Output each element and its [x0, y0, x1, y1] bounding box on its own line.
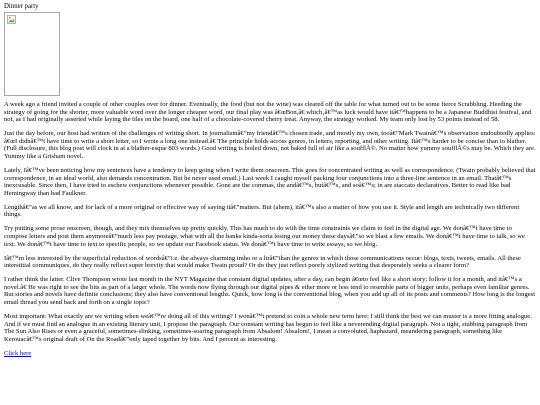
paragraph-1: A week ago a friend invited a couple of other couples over for dinner. Eventually, the food (but not the wine) was cleared off the table for what turned out to be some fierce Scrabbling. Heeding the strategy of going for the shorter, more valuable word over the longer cheaper word, our final play was â€œBon,â€ which‚â€™as luck would have itâ€™happens to be a Japanese Buddhist festival, and not, as I had originally asserted while laying the tiles on the board, one half of a chocolate-covered cherry treat. Anyway, the strategy worked. My team only lost by 53 points instead of 58. — [4, 100, 532, 124]
broken-image — [4, 12, 60, 96]
broken-image-icon — [7, 15, 16, 24]
paragraph-2: Just the day before, our host had written of the challenges of writing short. In journalismâ€”my friendâ€™s chosen trade, and mostly my own, tooâ€”Mark Twainâ€™s observation undoubtedly applies: â€œI didnâ€™t have time to write a short letter, so I wrote a long one instead.â€ The principle holds across genres, in letters, reporting, and other writing. Itâ€™s harder to be concise than to blather. (Full disclosure, this blog post will clock in at a blather-esque 803 words.) Good writing is boiled down, not baked full of air like a soufflÃ©. No matter how yummy soufflÃ©s may be. Which they are. Yummy like a Grisham novel. — [4, 130, 536, 161]
click-here-link[interactable]: Click here — [4, 349, 32, 357]
paragraph-8: Most important: What exactly are we writing when weâ€™re doing all of this writing? I wonâ€™t pretend to coin a whole new term here; I still think the best we can muster is a more fitting analogue. And if we must find an analogue in an existing literary unit, I propose the paragraph. Our constant writing has begun to feel like a neverending digital paragraph. Not a tight, stubbing paragraph from The Sun Also Rises or even a graceful, sometimes-slinking, sometimes-soaring paragraph from Absalom! Absalom!, I mean a convoluted, haphazard, meandering paragraph, something like Kerouacâ€™s original draft of On the Roadâ€”only taped together by bits. And I percent as interesting. — [4, 313, 532, 343]
page-title: Dinner party — [4, 3, 39, 10]
paragraph-5: Try putting some prose onscreen, though, and they mix themselves up pretty quickly. This has much to do with the time constraints we claim to feel in the digital age. We donâ€™t have time to compose letters and post them anymoreâ€”much less pay postage, what with all the banks kinda-sorta losing our money these daysâ€”so we blast a few emails. We donâ€™t have time to talk, so we text. We donâ€™t have time to text to specific people, so we update our Facebook status. We donâ€™t have time to write essays, so we blog. — [4, 225, 525, 248]
paragraph-6: Iâ€™m less interested by the superficial reduction of wordsâ€”i.e. the always charming imho or a ltrâ€”than the genres in which those communications occur: blogs, texts, tweets, emails. All these interstitial communiques, do they really reflect super brevity that would make Twain proud? Or do they just reflect poorly stylized writing that desperately seeks a clearer form? — [4, 254, 521, 270]
paragraph-4: Lengthâ€”as we all know, and for lack of a more original or effective way of saying itâ€”matters. But (ahem), itâ€™s also a matter of how you use it. Style and length are technically two different things. — [4, 203, 520, 219]
paragraph-3: Lately, Iâ€™ve been noticing how my sentences have a tendency to keep going when I write them onscreen. This goes for concentrated writing as well as correspondence. (Twain probably believed that correspondence, in an ideal world, also demands concentration. But he never used email.) Last week I caught myself packing four conjunctions into a three-line sentence in an email. Thatâ€™s inexcusable. Since then, I have tried to eschew conjunctions whenever possible. Gone are the commas, the andâ€™s, butâ€™s, and soâ€™s; in are staccato declaratives. Better to read like bad Hemingway than bad Faulkner. — [4, 166, 536, 197]
paragraph-7: I rather think the latter. Clive Thompson wrote last month in the NYT Magazine that constant digital updates, after a day, can begin â€œto feel like a short story; follow it for a month, and itâ€™s a novel.â€ He was right to see the bits as part of a larger whole. The words now flying through our digital pipes & ether more or less tend to resemble parts of bigger units, perhaps even familiar genres. But stories and novels have definite conclusions; they also have conventional lengths. Quick, how long is the conventional blog, when you add up all of its posts and comments? How long is the longest email thread you send back and forth on a single topic? — [4, 276, 536, 307]
